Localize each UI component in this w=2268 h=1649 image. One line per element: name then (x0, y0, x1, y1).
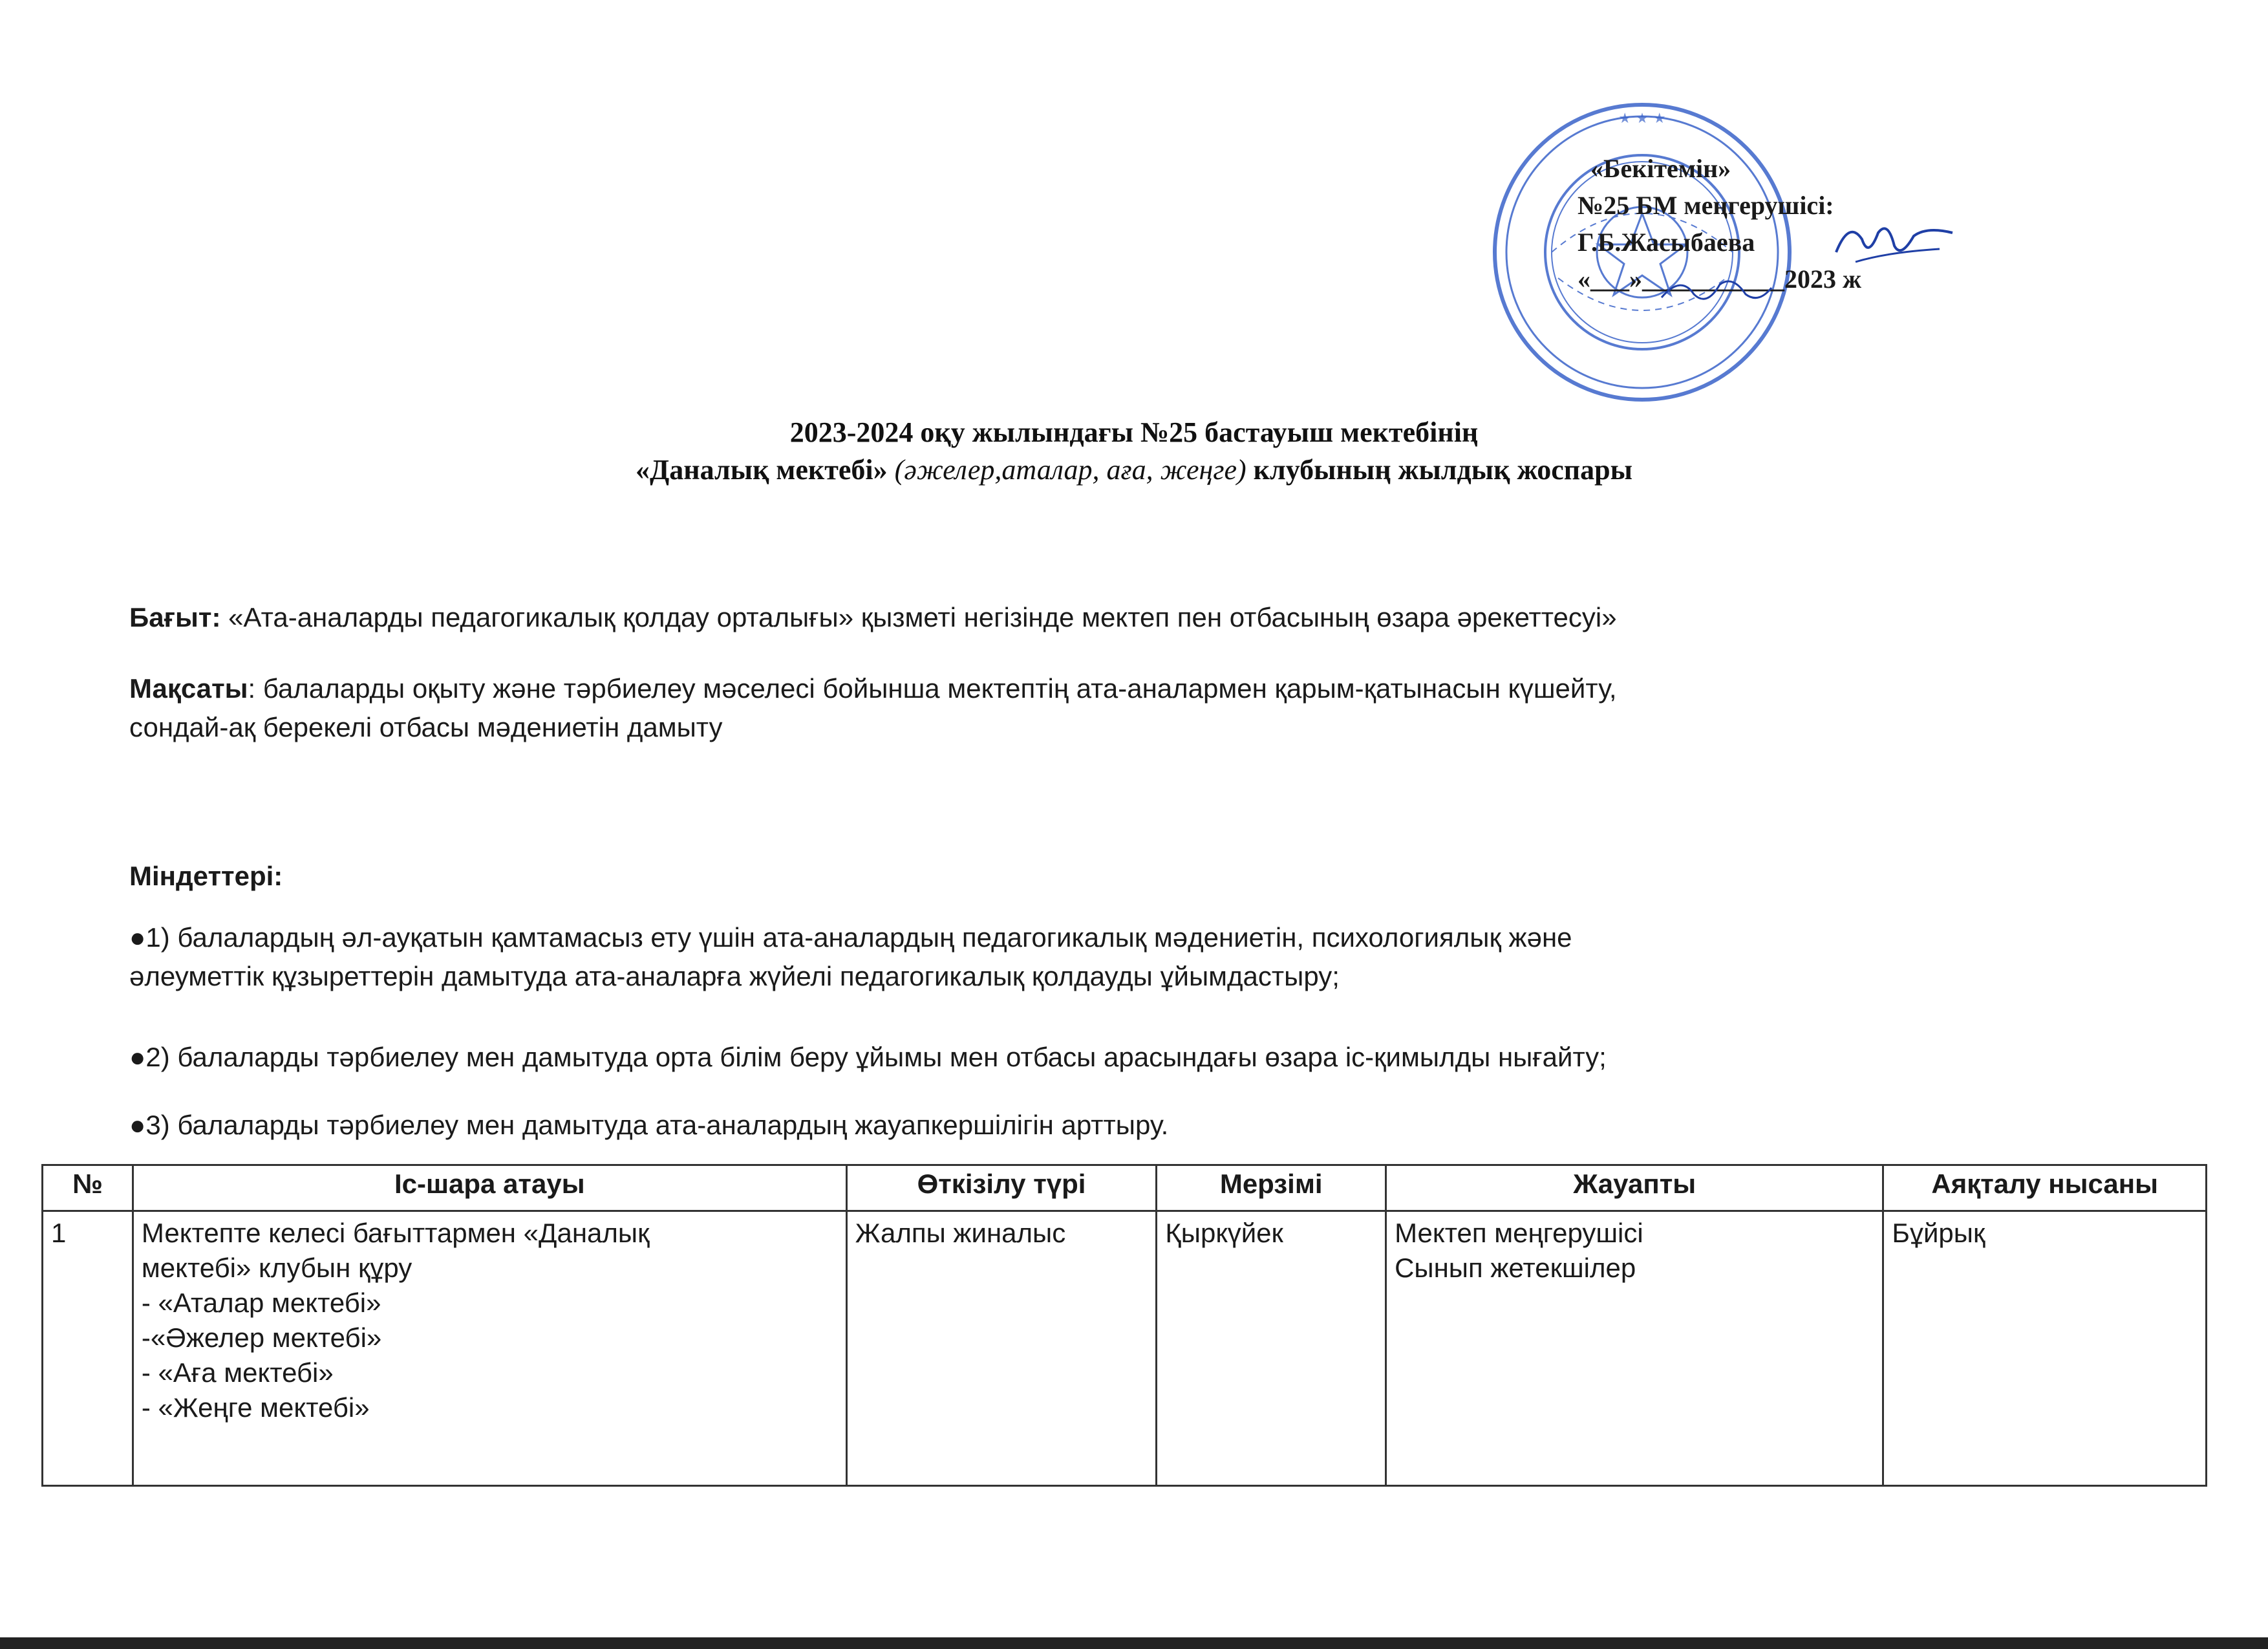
title-plan-label: клубының жылдық жоспары (1253, 454, 1632, 486)
header-number: № (43, 1165, 133, 1211)
goal-line-1 (129, 669, 2166, 708)
event-line: - «Жеңге мектебі» (141, 1392, 370, 1423)
plan-table (41, 1164, 2207, 1487)
goal (129, 669, 2166, 747)
document-title (0, 414, 2268, 489)
header-responsible: Жауапты (1386, 1165, 1883, 1211)
approval-name: Г.Б.Жасыбаева (1578, 228, 1755, 257)
scan-edge (0, 1637, 2268, 1649)
table-row (43, 1211, 2207, 1486)
event-line: Мектепте келесі бағыттармен «Даналық (141, 1218, 650, 1248)
header-term: Мерзімі (1157, 1165, 1386, 1211)
approval-title: «Бекітемін» (1590, 154, 1731, 183)
title-line-2 (0, 451, 2268, 489)
event-line: - «Аға мектебі» (141, 1357, 334, 1388)
cell-number: 1 (43, 1211, 133, 1486)
title-club-name: «Даналық мектебі» (636, 454, 888, 486)
task-item-2 (129, 1038, 2166, 1077)
responsible-line: Мектеп меңгерушісі (1395, 1218, 1643, 1248)
task-item-3 (129, 1106, 2166, 1145)
header-form: Өткізілу түрі (846, 1165, 1157, 1211)
cell-event (133, 1211, 846, 1486)
event-line: -«Әжелер мектебі» (141, 1322, 382, 1353)
cell-responsible (1386, 1211, 1883, 1486)
goal-text-1: : балаларды оқыту және тәрбиелеу мәселесі бойынша мектептің ата-аналармен қарым-қатынасын күшейту, (248, 673, 1617, 704)
title-line-1: 2023-2024 оқу жылындағы №25 бастауыш мектебінің (789, 416, 1479, 448)
approval-date-blank: «___»___________ (1578, 264, 1784, 294)
tasks-label: Міндеттері: (129, 861, 283, 891)
goal-text-2: сондай-ақ берекелі отбасы мәдениетін дамыту (129, 712, 723, 742)
cell-completion: Бұйрық (1883, 1211, 2207, 1486)
signature (1830, 213, 1959, 272)
signature-small (1655, 272, 1778, 310)
svg-text:★ ★ ★: ★ ★ ★ (1618, 111, 1666, 127)
direction-label: Бағыт: (129, 602, 221, 632)
task-2-line-1: ●2) балаларды тәрбиелеу мен дамытуда орта білім беру ұйымы мен отбасы арасындағы өзара іс-қимылды нығайту; (129, 1042, 1607, 1072)
direction (129, 598, 2166, 637)
header-completion: Аяқталу нысаны (1883, 1165, 2207, 1211)
title-club-members: (әжелер,аталар, аға, жеңге) (894, 454, 1246, 486)
task-1-line-1: ●1) балалардың әл-ауқатын қамтамасыз ету үшін ата-аналардың педагогикалық мәдениетін, психологиялық және (129, 922, 1572, 953)
task-1-line-2: әлеуметтік құзыреттерін дамытуда ата-аналарға жүйелі педагогикалық қолдауды ұйымдастыру; (129, 961, 1340, 991)
event-line: мектебі» клубын құру (141, 1253, 412, 1283)
header-event: Іс-шара атауы (133, 1165, 846, 1211)
table-header-row (43, 1165, 2207, 1211)
approval-date-year: 2023 ж (1784, 264, 1862, 294)
goal-label: Мақсаты (129, 673, 248, 704)
cell-term: Қыркүйек (1157, 1211, 1386, 1486)
direction-text: «Ата-аналарды педагогикалық қолдау орталығы» қызметі негізінде мектеп пен отбасының өзара әрекеттесуі» (228, 602, 1617, 632)
cell-form: Жалпы жиналыс (846, 1211, 1157, 1486)
event-line: - «Аталар мектебі» (141, 1288, 381, 1318)
task-3-line-1: ●3) балаларды тәрбиелеу мен дамытуда ата-аналардың жауапкершілігін арттыру. (129, 1110, 1169, 1140)
responsible-line: Сынып жетекшілер (1395, 1253, 1636, 1283)
task-item-1 (129, 918, 2166, 996)
approval-position: №25 БМ меңгерушісі: (1578, 191, 1834, 220)
